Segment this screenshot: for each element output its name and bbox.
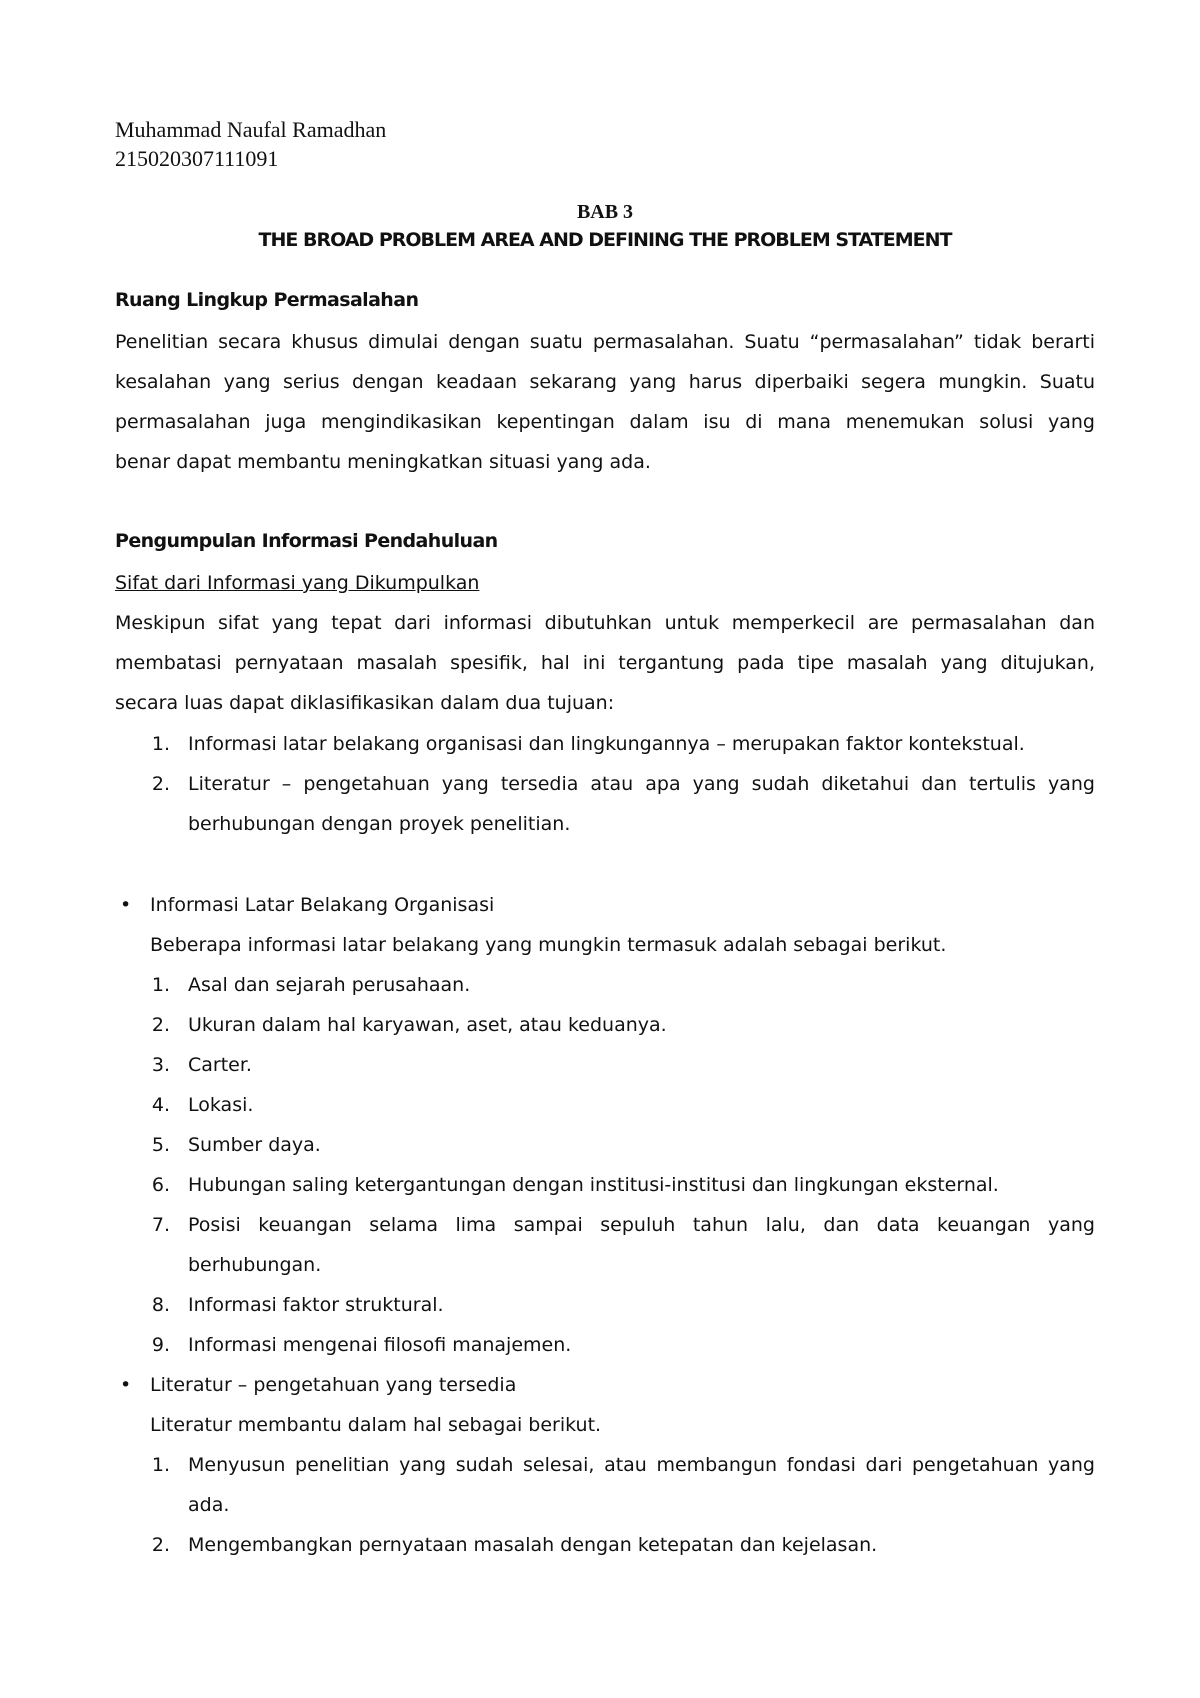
subheading-sifat-informasi: Sifat dari Informasi yang Dikumpulkan [115, 572, 480, 594]
chapter-label: BAB 3 [576, 201, 634, 223]
list-number: 1. [151, 974, 170, 996]
author-name: Muhammad Naufal Ramadhan [115, 117, 387, 142]
list-number: 1. [151, 1454, 170, 1476]
author-id: 215020307111091 [115, 146, 279, 171]
bullet-intro: Literatur membantu dalam hal sebagai berikut. [150, 1414, 602, 1436]
paragraph-line: Penelitian secara khusus dimulai dengan suatu permasalahan. Suatu “permasalahan” tidak berarti [115, 331, 1095, 353]
paragraph-line: membatasi pernyataan masalah spesifik, hal ini tergantung pada tipe masalah yang ditujukan, [115, 652, 1095, 674]
list-item: Carter. [188, 1054, 252, 1076]
list-item: Informasi faktor struktural. [188, 1294, 444, 1316]
list-number: 2. [151, 1534, 170, 1556]
list-item: Ukuran dalam hal karyawan, aset, atau keduanya. [188, 1014, 667, 1036]
list-number: 3. [151, 1054, 170, 1076]
list-item: Menyusun penelitian yang sudah selesai, atau membangun fondasi dari pengetahuan yang [188, 1454, 1095, 1476]
section-heading-ruang-lingkup: Ruang Lingkup Permasalahan [115, 289, 419, 311]
bullet-title-organisasi: Informasi Latar Belakang Organisasi [150, 894, 495, 916]
bullet-title-literatur: Literatur – pengetahuan yang tersedia [150, 1374, 517, 1396]
bullet-intro: Beberapa informasi latar belakang yang mungkin termasuk adalah sebagai berikut. [150, 934, 947, 956]
paragraph-line: permasalahan juga mengindikasikan kepentingan dalam isu di mana menemukan solusi yang [115, 411, 1095, 433]
list-item: Hubungan saling ketergantungan dengan institusi-institusi dan lingkungan eksternal. [188, 1174, 999, 1196]
bullet-symbol: • [120, 894, 132, 916]
list-item: Informasi mengenai filosofi manajemen. [188, 1334, 572, 1356]
list-item-continuation: berhubungan. [188, 1254, 322, 1276]
list-number: 5. [151, 1134, 170, 1156]
section-heading-pengumpulan: Pengumpulan Informasi Pendahuluan [115, 530, 498, 552]
list-number: 7. [151, 1214, 170, 1236]
list-item: Literatur – pengetahuan yang tersedia atau apa yang sudah diketahui dan tertulis yang [188, 773, 1095, 795]
list-number: 1. [151, 733, 170, 755]
list-item: berhubungan dengan proyek penelitian. [188, 813, 571, 835]
list-item: Posisi keuangan selama lima sampai sepuluh tahun lalu, dan data keuangan yang [188, 1214, 1095, 1236]
paragraph-line: secara luas dapat diklasifikasikan dalam dua tujuan: [115, 692, 615, 714]
paragraph-line: kesalahan yang serius dengan keadaan sekarang yang harus diperbaiki segera mungkin. Suatu [115, 371, 1095, 393]
list-item: Lokasi. [188, 1094, 254, 1116]
bullet-symbol: • [120, 1374, 132, 1396]
list-number: 4. [151, 1094, 170, 1116]
list-item: Informasi latar belakang organisasi dan lingkungannya – merupakan faktor kontekstual. [188, 733, 1025, 755]
paragraph-line: Meskipun sifat yang tepat dari informasi dibutuhkan untuk memperkecil are permasalahan dan [115, 612, 1095, 634]
list-item: Mengembangkan pernyataan masalah dengan ketepatan dan kejelasan. [188, 1534, 878, 1556]
paragraph-line: benar dapat membantu meningkatkan situasi yang ada. [115, 451, 651, 473]
list-item: Asal dan sejarah perusahaan. [188, 974, 471, 996]
list-number: 9. [151, 1334, 170, 1356]
list-number: 2. [151, 773, 170, 795]
list-item: Sumber daya. [188, 1134, 321, 1156]
list-number: 2. [151, 1014, 170, 1036]
document-title: THE BROAD PROBLEM AREA AND DEFINING THE PROBLEM STATEMENT [258, 229, 952, 251]
list-item-continuation: ada. [188, 1494, 230, 1516]
list-number: 6. [151, 1174, 170, 1196]
list-number: 8. [151, 1294, 170, 1316]
